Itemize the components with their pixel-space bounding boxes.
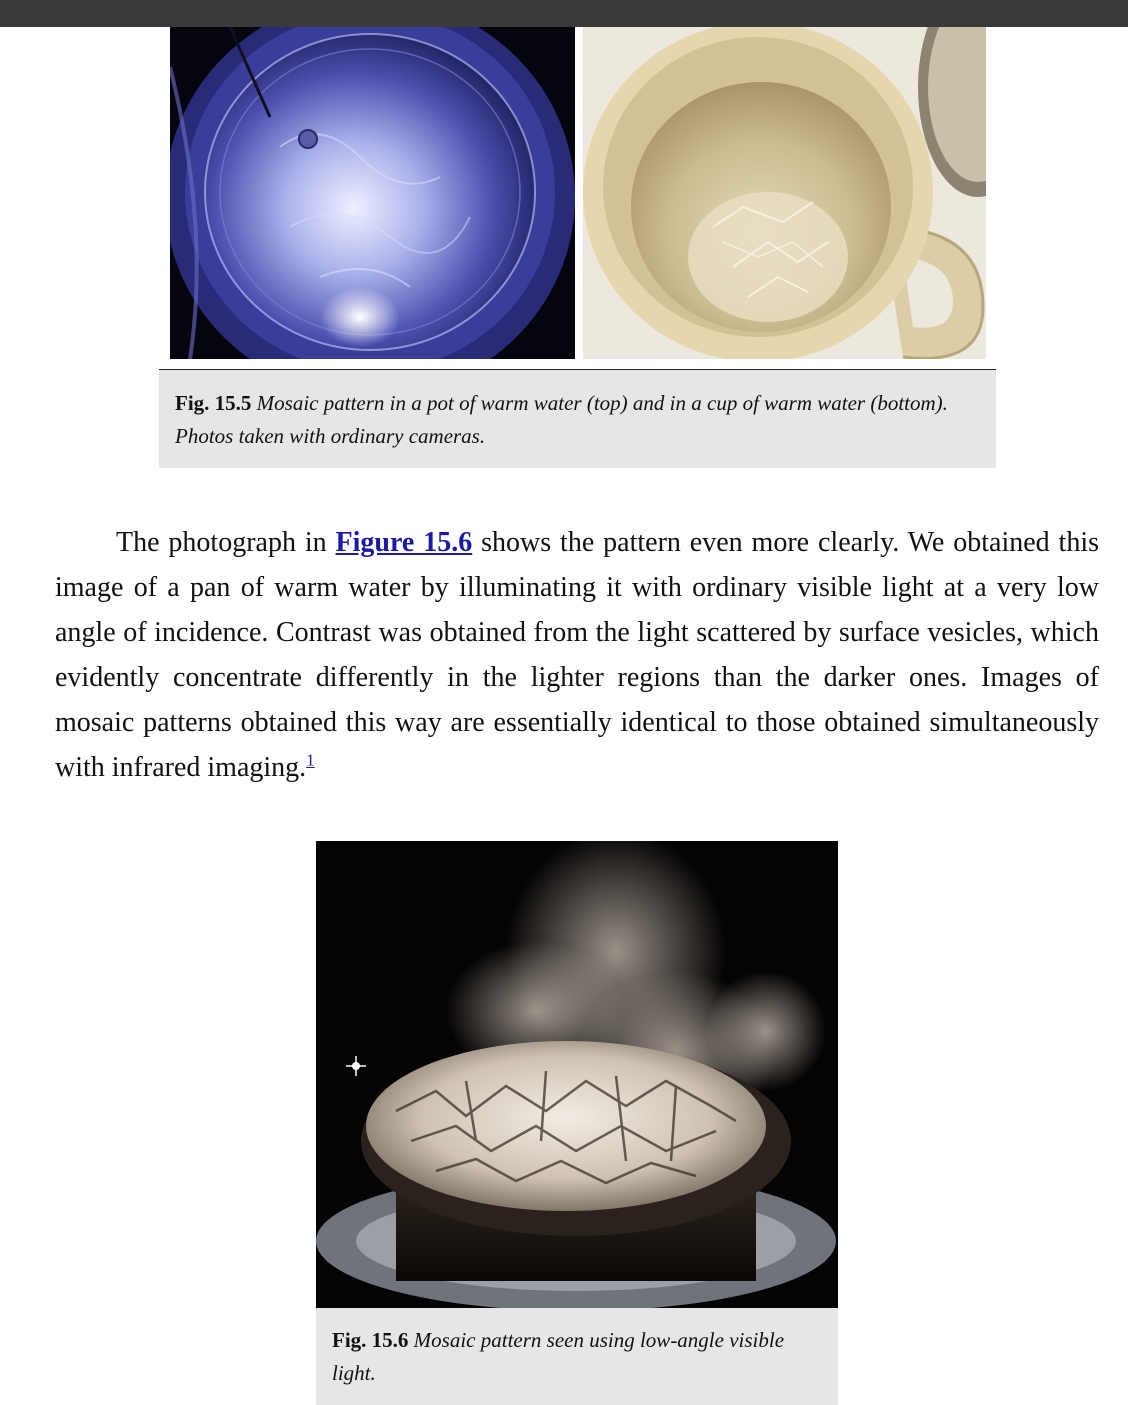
figure-15-5-label: Fig. 15.5 xyxy=(175,391,252,415)
footnote-1-link[interactable]: 1 xyxy=(306,750,315,770)
paragraph-text-start: The photograph in xyxy=(116,527,336,558)
figure-15-6-pan-photo xyxy=(316,841,838,1308)
figure-15-6-link[interactable]: Figure 15.6 xyxy=(335,527,473,558)
figure-15-6-label: Fig. 15.6 xyxy=(332,1328,409,1352)
figure-15-5-caption-text: Mosaic pattern in a pot of warm water (top) and in a cup of warm water (bottom). Photos taken with ordinary cameras. xyxy=(175,391,948,448)
figure-15-5-cup-photo xyxy=(583,27,986,359)
figure-15-6-caption xyxy=(316,1308,838,1405)
viewer-top-bar xyxy=(0,0,1128,27)
figure-15-5-caption xyxy=(159,369,996,468)
figure-15-5-pot-photo xyxy=(170,27,575,359)
paragraph-text-rest: shows the pattern even more clearly. We obtained this image of a pan of warm water by illuminating it with ordinary visible light at a very low angle of incidence. Contrast was obtained from the light scattered by surface vesicles, which evidently concentrate differently in the lighter regions than the darker ones. Images of mosaic patterns obtained this way are essentially identical to those obtained simultaneously with infrared imaging. xyxy=(55,527,1100,783)
body-paragraph xyxy=(55,520,1099,790)
figure-15-6-caption-text: Mosaic pattern seen using low-angle visible light. xyxy=(332,1328,785,1385)
